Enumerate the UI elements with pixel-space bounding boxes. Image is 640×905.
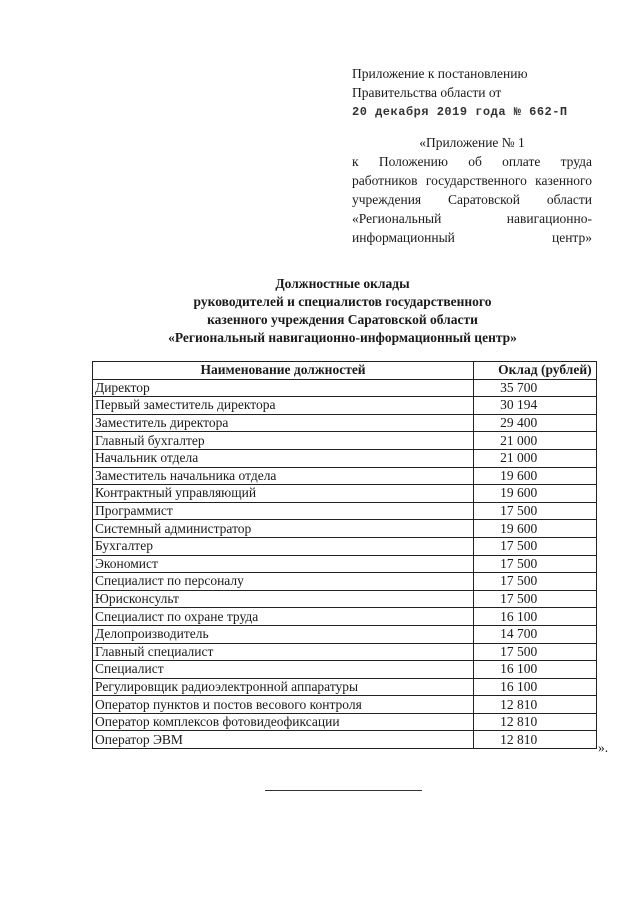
position-cell: Оператор ЭВМ bbox=[93, 731, 474, 749]
salary-cell: 17 500 bbox=[474, 555, 597, 573]
table-row bbox=[93, 713, 597, 731]
salary-cell: 16 100 bbox=[474, 608, 597, 626]
position-cell: Бухгалтер bbox=[93, 537, 474, 555]
table-row bbox=[93, 414, 597, 432]
table-row bbox=[93, 397, 597, 415]
salary-cell: 19 600 bbox=[474, 520, 597, 538]
position-cell: Программист bbox=[93, 502, 474, 520]
position-cell: Начальник отдела bbox=[93, 449, 474, 467]
position-cell: Главный специалист bbox=[93, 643, 474, 661]
table-row bbox=[93, 379, 597, 397]
salary-cell: 19 600 bbox=[474, 467, 597, 485]
table-row bbox=[93, 731, 597, 749]
title-line-1: Должностные оклады bbox=[275, 276, 410, 291]
table-row bbox=[93, 661, 597, 679]
table-row bbox=[93, 678, 597, 696]
table-row bbox=[93, 520, 597, 538]
position-cell: Делопроизводитель bbox=[93, 625, 474, 643]
table-row bbox=[93, 485, 597, 503]
position-cell: Специалист bbox=[93, 661, 474, 679]
table-row bbox=[93, 502, 597, 520]
annex-block bbox=[352, 133, 592, 266]
salary-cell: 12 810 bbox=[474, 696, 597, 714]
salary-cell: 16 100 bbox=[474, 661, 597, 679]
salary-cell: 17 500 bbox=[474, 537, 597, 555]
table-row bbox=[93, 643, 597, 661]
table-row bbox=[93, 573, 597, 591]
position-cell: Заместитель директора bbox=[93, 414, 474, 432]
salary-cell: 12 810 bbox=[474, 731, 597, 749]
document-title bbox=[90, 275, 595, 347]
salary-table bbox=[92, 361, 597, 749]
position-cell: Юрисконсульт bbox=[93, 590, 474, 608]
position-cell: Первый заместитель директора bbox=[93, 397, 474, 415]
column-header-salary: Оклад (рублей) bbox=[474, 362, 597, 380]
separator-line bbox=[265, 790, 422, 791]
table-row bbox=[93, 467, 597, 485]
date-number-stamp: 20 декабря 2019 года № 662-П bbox=[352, 105, 568, 119]
position-cell: Заместитель начальника отдела bbox=[93, 467, 474, 485]
position-cell: Оператор пунктов и постов весового контроля bbox=[93, 696, 474, 714]
position-cell: Регулировщик радиоэлектронной аппаратуры bbox=[93, 678, 474, 696]
annex-text: к Положению об оплате труда работников государственного казенного учреждения Саратовской области «Региональный навигационно-информационный центр» bbox=[352, 154, 592, 245]
position-cell: Контрактный управляющий bbox=[93, 485, 474, 503]
salary-table-body bbox=[93, 379, 597, 748]
title-line-2: руководителей и специалистов государственного bbox=[193, 294, 492, 309]
position-cell: Системный администратор bbox=[93, 520, 474, 538]
salary-cell: 19 600 bbox=[474, 485, 597, 503]
salary-cell: 16 100 bbox=[474, 678, 597, 696]
salary-cell: 17 500 bbox=[474, 573, 597, 591]
table-row bbox=[93, 590, 597, 608]
salary-cell: 12 810 bbox=[474, 713, 597, 731]
table-row bbox=[93, 696, 597, 714]
salary-cell: 35 700 bbox=[474, 379, 597, 397]
position-cell: Директор bbox=[93, 379, 474, 397]
table-row bbox=[93, 449, 597, 467]
salary-cell: 17 500 bbox=[474, 502, 597, 520]
header-line-2: Правительства области от bbox=[352, 85, 502, 100]
salary-cell: 17 500 bbox=[474, 643, 597, 661]
resolution-header bbox=[352, 64, 592, 122]
title-line-4: «Региональный навигационно-информационный центр» bbox=[168, 330, 517, 345]
table-header-row bbox=[93, 362, 597, 380]
table-row bbox=[93, 555, 597, 573]
table-row bbox=[93, 537, 597, 555]
column-header-position: Наименование должностей bbox=[93, 362, 474, 380]
title-line-3: казенного учреждения Саратовской области bbox=[207, 312, 478, 327]
salary-cell: 17 500 bbox=[474, 590, 597, 608]
table-row bbox=[93, 432, 597, 450]
salary-cell: 14 700 bbox=[474, 625, 597, 643]
salary-cell: 30 194 bbox=[474, 397, 597, 415]
position-cell: Главный бухгалтер bbox=[93, 432, 474, 450]
position-cell: Экономист bbox=[93, 555, 474, 573]
salary-cell: 29 400 bbox=[474, 414, 597, 432]
salary-cell: 21 000 bbox=[474, 449, 597, 467]
position-cell: Оператор комплексов фотовидеофиксации bbox=[93, 713, 474, 731]
annex-title: «Приложение № 1 bbox=[419, 135, 525, 150]
table-row bbox=[93, 625, 597, 643]
salary-cell: 21 000 bbox=[474, 432, 597, 450]
position-cell: Специалист по охране труда bbox=[93, 608, 474, 626]
closing-quote-mark: ». bbox=[598, 740, 609, 755]
position-cell: Специалист по персоналу bbox=[93, 573, 474, 591]
header-line-1: Приложение к постановлению bbox=[352, 66, 528, 81]
table-row bbox=[93, 608, 597, 626]
